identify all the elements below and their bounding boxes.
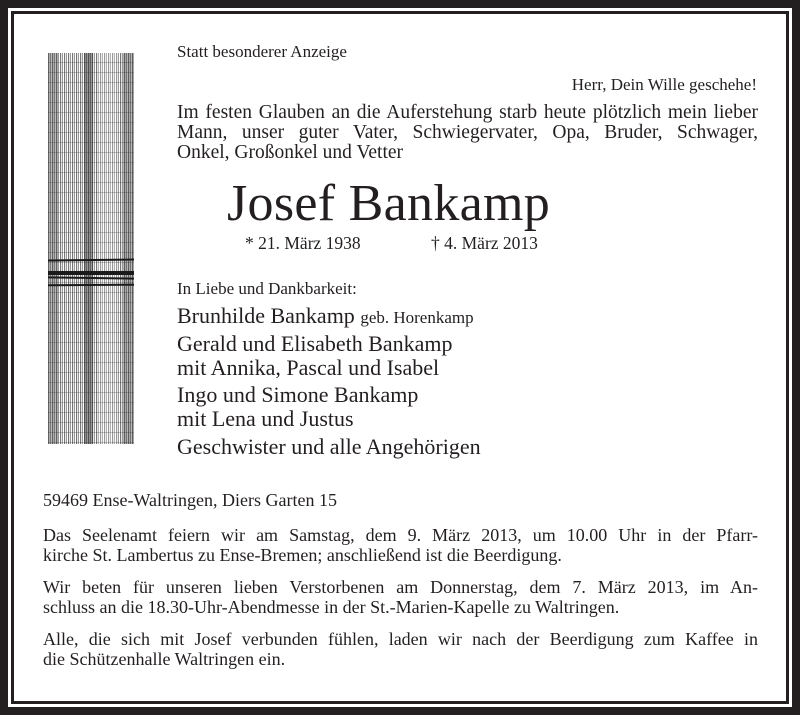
death-date: † 4. März 2013 [431,233,538,253]
mourner-line: Gerald und Elisabeth Bankamp [177,331,453,356]
paragraph-line: Wir beten für unseren lieben Verstorbenen am Donnerstag, dem 7. März 2013, im An- [43,577,758,597]
paragraph-line: die Schützenhalle Waltringen ein. [43,649,286,669]
mourner-line: Ingo und Simone Bankamp [177,382,419,407]
mourners-heading: In Liebe und Dankbarkeit: [177,279,357,298]
notice-motto: Herr, Dein Wille geschehe! [571,75,757,94]
mourner-name: Brunhilde Bankamp [177,303,355,328]
birth-date: * 21. März 1938 [245,233,361,253]
prayer-paragraph [43,577,758,617]
mourner-line [177,304,481,329]
mourner-line: mit Annika, Pascal und Isabel [177,355,440,380]
paragraph-line: Das Seelenamt feiern wir am Samstag, dem 9. März 2013, um 10.00 Uhr in der Pfarr- [43,525,758,545]
paragraph-line: schluss an die 18.30-Uhr-Abendmesse in der St.-Marien-Kapelle zu Waltringen. [43,597,620,617]
deceased-name: Josef Bankamp [227,175,551,232]
family-address: 59469 Ense-Waltringen, Diers Garten 15 [43,490,337,510]
service-paragraph [43,525,758,565]
intro-line: Mann, unser guter Vater, Schwiegervater, Opa, Bruder, Schwager, [177,122,758,143]
mourners-list [177,304,481,459]
intro-line: Im festen Glauben an die Auferstehung starb heute plötzlich mein lieber [177,102,758,123]
intro-line: Onkel, Großonkel und Vetter [177,142,404,163]
paragraph-line: Alle, die sich mit Josef verbunden fühlen, laden wir nach der Beerdigung zum Kaffee in [43,629,758,649]
paragraph-line: kirche St. Lambertus zu Ense-Bremen; anschließend ist die Beerdigung. [43,545,562,565]
mourner-line: Geschwister und alle Angehörigen [177,434,481,459]
intro-text [177,103,758,163]
column-texture [48,53,134,444]
mourner-line: mit Lena und Justus [177,406,354,431]
column-band [48,271,134,275]
striped-column-icon [48,53,134,444]
coffee-invitation-paragraph [43,629,758,669]
notice-header: Statt besonderer Anzeige [177,42,347,61]
maiden-name: geb. Horenkamp [360,308,474,327]
